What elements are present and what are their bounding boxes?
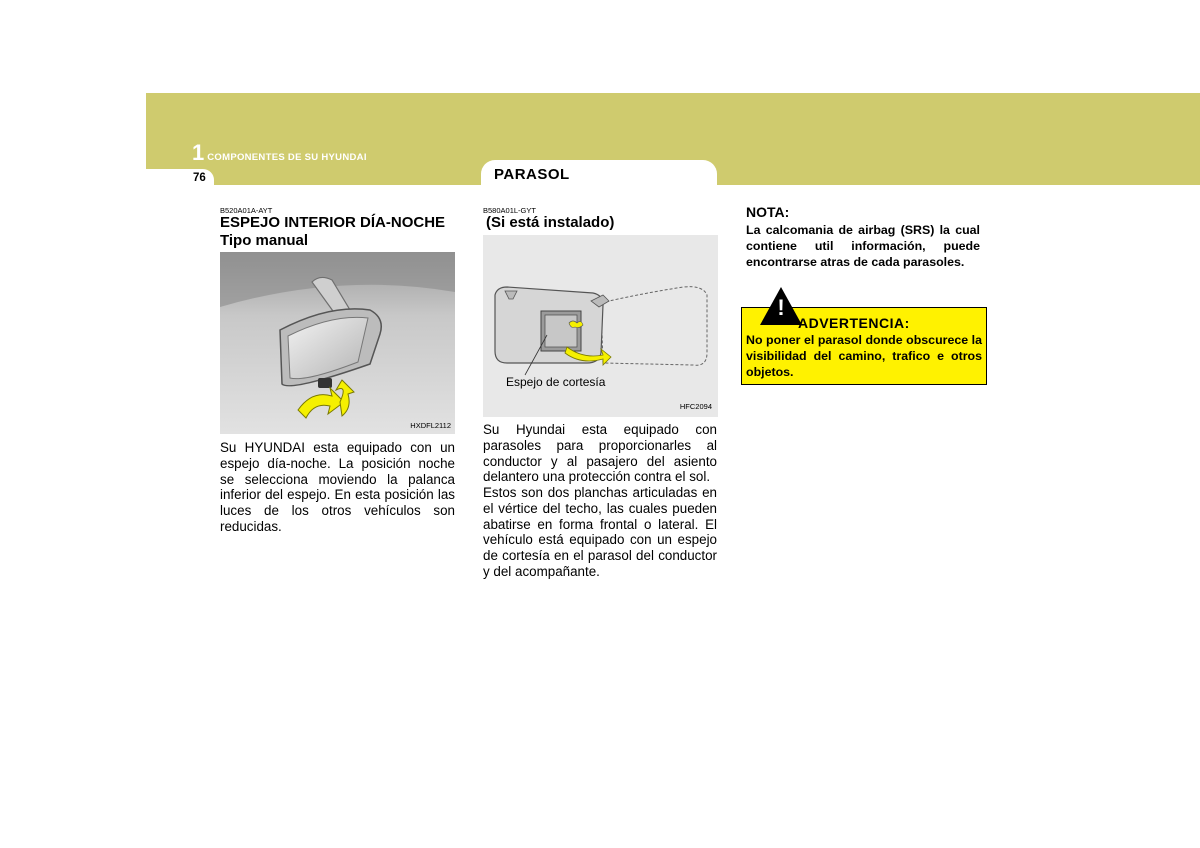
chapter-title: COMPONENTES DE SU HYUNDAI: [207, 152, 367, 163]
mirror-figure-code: HXDFL2112: [410, 421, 451, 430]
page-number: 76: [193, 172, 206, 184]
chapter-number: 1: [192, 140, 205, 165]
sunvisor-figure-caption: Espejo de cortesía: [506, 375, 606, 389]
rearview-mirror-figure: [220, 252, 455, 434]
sunvisor-section-code: B580A01L-GYT: [483, 206, 536, 215]
sunvisor-figure: [483, 235, 718, 417]
sunvisor-body-text: Su Hyundai esta equipado con parasoles para proporcionarles al conductor y al pasajero del asiento delantero una protección contra el sol.: [483, 422, 717, 485]
chapter-heading: [192, 140, 367, 166]
mirror-heading-line1: ESPEJO INTERIOR DÍA-NOCHE: [220, 214, 446, 231]
warning-text: No poner el parasol donde obscurece la visibilidad del camino, trafico e otros objetos.: [746, 333, 982, 379]
mirror-heading-line2: Tipo manual: [220, 232, 309, 249]
mirror-section-code: B520A01A-AYT: [220, 206, 273, 215]
warning-box: [741, 295, 987, 385]
sunvisor-body-text-2: Estos son dos planchas articuladas en el vértice del techo, las cuales pueden abatirse en forma frontal o lateral. El vehículo está equipado con un espejo de cortesía en el parasol del conductor y del acompañante.: [483, 485, 717, 579]
mirror-body-text: Su HYUNDAI esta equipado con un espejo día-noche. La posición noche se selecciona moviendo la palanca inferior del espejo. En esta posición las luces de los otros vehículos son reducidas.: [220, 440, 455, 534]
nota-title: NOTA:: [746, 204, 790, 220]
warning-triangle-icon: [759, 286, 803, 331]
warning-title: ADVERTENCIA:: [798, 315, 910, 331]
section-title: PARASOL: [494, 166, 570, 183]
sunvisor-heading: (Si está instalado): [486, 214, 615, 231]
nota-text: La calcomania de airbag (SRS) la cual contiene util información, puede encontrarse atras de cada parasoles.: [746, 223, 980, 269]
warning-symbol: !: [777, 295, 785, 320]
sunvisor-figure-code: HFC2094: [679, 402, 712, 411]
